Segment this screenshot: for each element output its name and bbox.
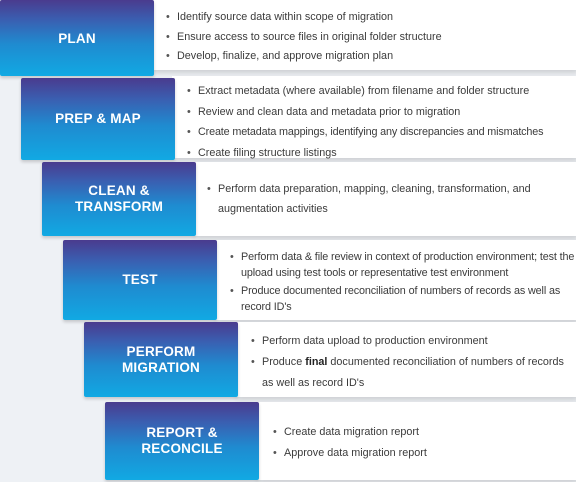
step-report-reconcile-title bbox=[105, 402, 259, 480]
step-perform-migration-title-line: MIGRATION bbox=[121, 359, 201, 375]
step-report-reconcile-title-line: RECONCILE bbox=[141, 441, 223, 456]
step-prep-map-title-text: PREP & MAP bbox=[55, 111, 141, 126]
step-test-bullets bbox=[230, 250, 576, 315]
step-test-panel bbox=[214, 240, 576, 320]
step-report-reconcile-bullet: • Create data migration report bbox=[273, 422, 573, 443]
step-test-bullet: • Produce documented reconciliation of numbers of records as well as record ID's bbox=[230, 284, 576, 315]
step-test-title-text: TEST bbox=[122, 272, 158, 287]
step-plan-bullet: • Ensure access to source files in original folder structure bbox=[166, 28, 566, 48]
step-plan-bullet: • Identify source data within scope of migration bbox=[166, 8, 566, 28]
step-prep-map-bullet: • Review and clean data and metadata prior to migration bbox=[187, 102, 574, 123]
step-prep-map-bullet: • Create filing structure listings bbox=[187, 143, 574, 164]
step-clean-transform-title-line: CLEAN & bbox=[88, 183, 150, 198]
step-clean-transform-title-line: TRANSFORM bbox=[74, 199, 164, 214]
step-plan-title bbox=[0, 0, 154, 76]
step-perform-migration-bullet: • Produce final documented reconciliation of numbers of records as well as record ID's bbox=[251, 352, 566, 394]
step-plan-panel bbox=[150, 0, 576, 70]
step-perform-migration-panel bbox=[235, 322, 576, 397]
step-report-reconcile-bullets bbox=[273, 422, 573, 463]
step-prep-map-panel bbox=[172, 76, 576, 158]
step-plan-title-text: PLAN bbox=[58, 31, 96, 46]
step-clean-transform-bullets bbox=[207, 179, 562, 219]
step-prep-map-title bbox=[21, 78, 175, 160]
step-perform-migration-title bbox=[84, 322, 238, 397]
step-clean-transform-title bbox=[42, 162, 196, 236]
step-prep-map-bullet: • Create metadata mappings, identifying any discrepancies and mismatches bbox=[187, 122, 574, 143]
step-prep-map-bullets bbox=[187, 81, 574, 163]
step-clean-transform-bullet: • Perform data preparation, mapping, cleaning, transformation, and augmentation activities bbox=[207, 179, 562, 219]
step-perform-migration-bullets bbox=[251, 331, 566, 394]
step-plan-bullets bbox=[166, 8, 566, 67]
step-report-reconcile-title-line: REPORT & bbox=[146, 425, 218, 440]
step-prep-map-bullet: • Extract metadata (where available) from filename and folder structure bbox=[187, 81, 574, 102]
step-plan-bullet: • Develop, finalize, and approve migration plan bbox=[166, 47, 566, 67]
step-perform-migration-title-line: PERFORM bbox=[126, 343, 196, 359]
step-report-reconcile-panel bbox=[256, 402, 576, 480]
step-perform-migration-bullet: • Perform data upload to production environment bbox=[251, 331, 566, 352]
step-test-title bbox=[63, 240, 217, 320]
step-test-bullet: • Perform data & file review in context of production environment; test the upload using test tools or representative test environment bbox=[230, 250, 576, 281]
step-clean-transform-panel bbox=[193, 162, 576, 236]
step-report-reconcile-bullet: • Approve data migration report bbox=[273, 443, 573, 464]
